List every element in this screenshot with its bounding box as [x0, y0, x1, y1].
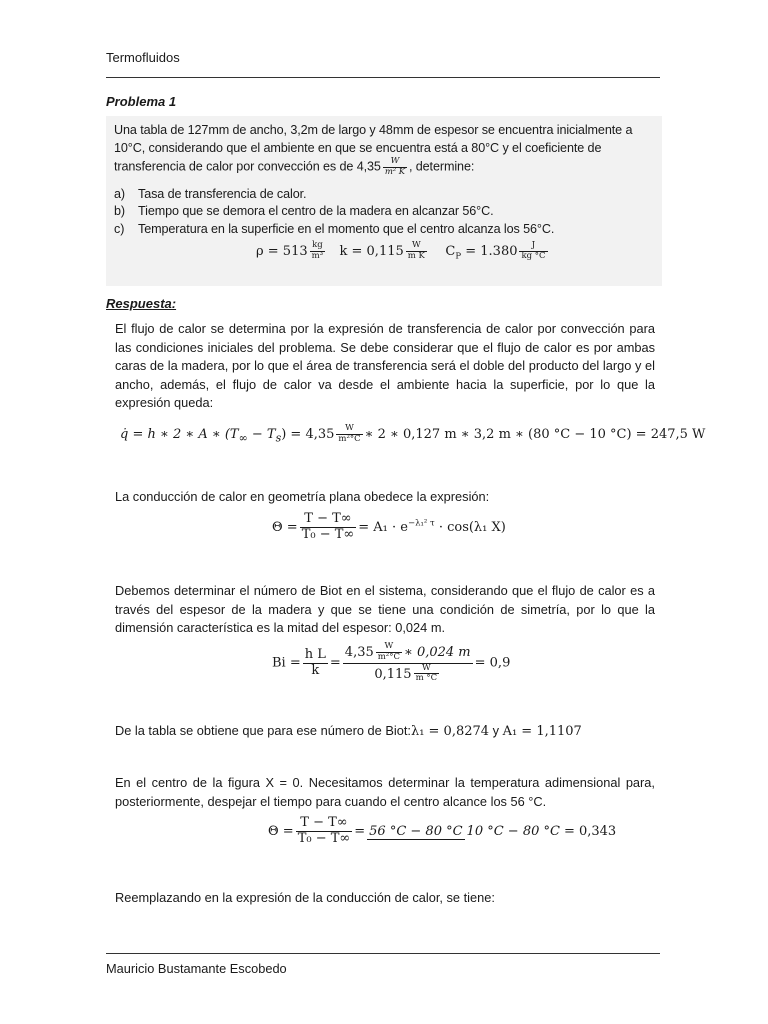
material-properties: ρ = 513 $\frac{kg}{\text{m³}}$ k = 0,115 $\frac{W}{\text{m K}}$ $C_P = 1.380$ $\frac{J}{kg ^\circ C}$ [256, 240, 546, 262]
list-item: a) Tasa de transferencia de calor. [114, 186, 307, 201]
biot-equation: Bi = $\frac{\text{h L}}{k}$ = 4,35 $\frac{W}{\text{m²°C}}$ ∗ 0,024 m 0,115 $\frac{W}{m ^\circ C}$ = 0,9 [272, 641, 511, 684]
list-item: b) Tiempo que se demora el centro de la madera en alcanzar 56°C. [114, 204, 494, 219]
footer-author: Mauricio Bustamante Escobedo [106, 961, 287, 976]
answer-paragraph-5: En el centro de la figura X = 0. Necesitamos determinar la temperatura adimensional para, posteriormente, despejar el tiempo para cuando el centro alcance los 56 °C. [115, 775, 655, 809]
heat-flow-equation: q̇ = h ∗ 2 ∗ A ∗ $(T_\infty - T_s) = 4,35$ $\frac{W}{\text{m²°C}}$ ∗ 2 ∗ 0,127 m ∗ 3,2 m ∗ (80 °C − 10 °C) = 247,5 W [120, 423, 706, 445]
problem-title: Problema 1 [106, 94, 177, 109]
conduction-equation: Θ = $\frac{T - T\infty}{\text{T₀ − T∞}}$ = $A_1 \cdot e^{-\lambda_1^2 \tau} \cdot \cos(\lambda_1$ X) [272, 511, 506, 542]
h-unit-fraction: $\frac{W}{\text{m² K}}$ [384, 156, 405, 177]
footer-divider [106, 953, 660, 954]
problem-items-list [114, 186, 659, 239]
header-divider [106, 77, 660, 78]
answer-paragraph-6: Reemplazando en la expresión de la conducción de calor, se tiene: [115, 890, 495, 905]
problem-statement: Una tabla de 127mm de ancho, 3,2m de largo y 48mm de espesor se encuentra inicialmente a 10°C, considerando que el ambiente en que se encuentra está a 80°C y el coeficiente de transferencia de calor por convección es de 4,35 $\frac{W}{\text{m² K}}$ , determine: [114, 123, 633, 177]
answer-paragraph-4: De la tabla se obtiene que para ese número de Biot:λ₁ = 0,8274 y A₁ = 1,1107 [115, 723, 582, 739]
answer-paragraph-1: El flujo de calor se determina por la expresión de transferencia de calor por convección para las condiciones iniciales del problema. Se debe considerar que el flujo de calor es por ambas caras de la madera, por lo que el área de transferencia será el doble del producto del largo y el ancho, además, el flujo de calor va desde el ambiente hacia la superficie, por lo que la expresión queda: [115, 321, 655, 410]
answer-title: Respuesta: [106, 296, 177, 311]
list-item: c) Temperatura en la superficie en el momento que el centro alcanza los 56°C. [114, 221, 555, 236]
answer-paragraph-2: La conducción de calor en geometría plana obedece la expresión: [115, 489, 490, 504]
problem-statement-box [106, 116, 662, 286]
answer-paragraph-3: Debemos determinar el número de Biot en el sistema, considerando que el flujo de calor es a través del espesor de la madera y que se tiene una condición de simetría, por lo que la dimensión característica es la mitad del espesor: 0,024 m. [115, 583, 655, 635]
dimensionless-temperature-equation: Θ = $\frac{T - T\infty}{\text{T₀ − T∞}}$ = 56 °C − 80 °C 10 °C − 80 °C = 0,343 [268, 815, 617, 846]
page-header-title: Termofluidos [106, 50, 180, 65]
